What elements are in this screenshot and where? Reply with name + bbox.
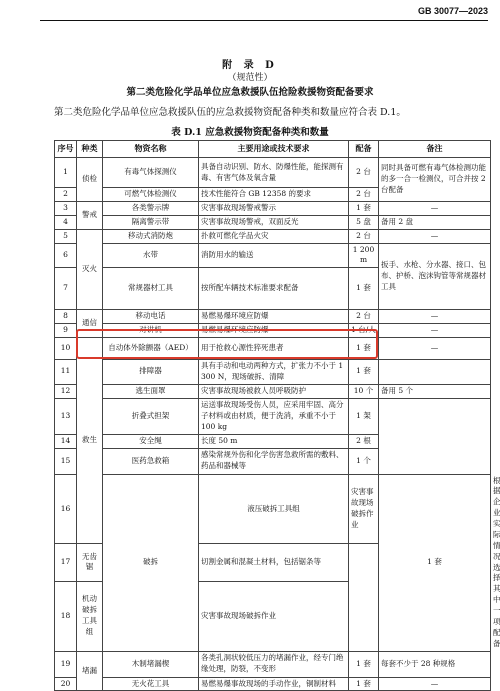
category-cell: 侦检 — [77, 158, 103, 202]
category-cell: 破拆 — [103, 474, 199, 651]
row-no: 17 — [55, 544, 77, 581]
item-note: — — [379, 677, 491, 691]
item-name: 折叠式担架 — [103, 398, 199, 434]
item-quantity: 5 盘 — [349, 215, 379, 229]
table-row — [55, 229, 491, 243]
row-no: 6 — [55, 243, 77, 268]
row-no: 18 — [55, 581, 77, 651]
row-no: 20 — [55, 677, 77, 691]
row-no: 2 — [55, 188, 77, 202]
item-name: 常规器材工具 — [103, 268, 199, 310]
row-no: 7 — [55, 268, 77, 310]
category-cell: 堵漏 — [77, 651, 103, 691]
header-note: 备注 — [379, 141, 491, 158]
intro-paragraph: 第二类危险化学品单位应急救援队伍的应急救援物资配备种类和数量应符合表 D.1。 — [54, 107, 406, 118]
table-row — [55, 158, 491, 188]
item-name: 无火花工具 — [103, 677, 199, 691]
item-quantity: 2 根 — [349, 434, 379, 448]
item-note: — — [379, 324, 491, 338]
table-row — [55, 215, 491, 229]
item-name: 液压破拆工具组 — [199, 474, 349, 544]
item-requirement: 运送事故现场受伤人员，应采用牢固、高分子材料或由材质，便于洗消，承重不小于 100 kg — [199, 398, 349, 434]
item-note: — — [379, 310, 491, 324]
row-no: 13 — [55, 398, 77, 434]
category-cell: 警戒 — [77, 201, 103, 229]
item-requirement: 灾害事故现场破拆作业 — [199, 581, 349, 651]
item-requirement: 用于抢救心源性猝死患者 — [199, 338, 349, 360]
item-name: 排障器 — [103, 360, 199, 385]
table-row — [55, 677, 491, 691]
table-row — [55, 651, 491, 677]
item-requirement: 灾害事故现场被救人员呼吸防护 — [199, 384, 349, 398]
category-cell: 救生 — [77, 338, 103, 544]
item-requirement: 技术性能符合 GB 12358 的要求 — [199, 188, 349, 202]
item-quantity: 1 套 — [349, 360, 379, 385]
category-cell: 灭火 — [77, 229, 103, 310]
header-name: 物资名称 — [103, 141, 199, 158]
item-quantity: 1 台/人 — [349, 324, 379, 338]
row-no: 3 — [55, 201, 77, 215]
category-cell: 通信 — [77, 310, 103, 338]
item-note: 同时具备可燃有毒气体检测功能的多一合一检测仪，可合并按 2 台配备 — [379, 158, 491, 202]
appendix-title: 附 录 D — [222, 60, 278, 71]
item-quantity: 1 套 — [349, 201, 379, 215]
item-note: 备用 5 个 — [379, 384, 491, 398]
appendix-subtitle: （规范性） — [227, 73, 273, 83]
item-requirement: 切割金属和混凝土材料，包括锯条等 — [199, 544, 349, 581]
item-name: 水带 — [103, 243, 199, 268]
row-no: 14 — [55, 434, 77, 448]
item-name: 隔离警示带 — [103, 215, 199, 229]
item-note — [379, 398, 491, 474]
item-requirement: 灾害事故现场破拆作业 — [349, 474, 379, 544]
item-note: 每套不少于 28 种规格 — [379, 651, 491, 677]
row-no: 1 — [55, 158, 77, 188]
item-name: 机动破拆工具组 — [77, 581, 103, 651]
item-note: — — [379, 201, 491, 215]
item-quantity: 1 套 — [379, 474, 491, 651]
item-name: 自动体外除颤器（AED） — [103, 338, 199, 360]
item-quantity: 1 套 — [349, 338, 379, 360]
item-note — [379, 360, 491, 385]
table-row — [55, 201, 491, 215]
item-name: 木制堵漏楔 — [103, 651, 199, 677]
item-name: 对讲机 — [103, 324, 199, 338]
table-row: 16 破拆 液压破拆工具组 灾害事故现场破拆作业 1 套 根据企业实际情况选择其中一项配备 — [55, 474, 491, 544]
item-name: 移动电话 — [103, 310, 199, 324]
table-header-row — [55, 141, 491, 158]
table-row — [55, 398, 491, 434]
row-no: 16 — [55, 474, 77, 544]
item-quantity: 2 台 — [349, 158, 379, 188]
item-requirement: 灾害事故现场警戒，双面反光 — [199, 215, 349, 229]
item-requirement: 具有手动和电动两种方式，扩张力不小于 1 300 N，现场破拆、清障 — [199, 360, 349, 385]
header-category: 种类 — [77, 141, 103, 158]
item-requirement: 消防用水的输送 — [199, 243, 349, 268]
item-quantity: 1 个 — [349, 448, 379, 474]
item-quantity: 2 台 — [349, 229, 379, 243]
item-requirement: 易燃易爆环境应防爆 — [199, 310, 349, 324]
item-quantity: 1 套 — [349, 677, 379, 691]
table-row — [55, 310, 491, 324]
item-requirement: 易燃易爆事故现场的手动作业，铜制材料 — [199, 677, 349, 691]
table-caption: 表 D.1 应急救援物资配备种类和数量 — [171, 127, 329, 138]
item-name: 医药急救箱 — [103, 448, 199, 474]
row-no: 5 — [55, 229, 77, 243]
row-no: 11 — [55, 360, 77, 385]
row-no: 15 — [55, 448, 77, 474]
item-quantity: 1 200 m — [349, 243, 379, 268]
table-row — [55, 243, 491, 268]
item-requirement: 易燃易爆环境应防爆 — [199, 324, 349, 338]
row-no: 12 — [55, 384, 77, 398]
item-quantity: 1 架 — [349, 398, 379, 434]
table-row — [55, 360, 491, 385]
item-name: 安全绳 — [103, 434, 199, 448]
header-quantity: 配备 — [349, 141, 379, 158]
item-requirement: 各类孔洞状较低压力的堵漏作业，经专门绝缘处理，防裂，不变形 — [199, 651, 349, 677]
row-no: 4 — [55, 215, 77, 229]
item-note: 扳手、水枪、分水器、接口、包布、护桥、泡沫钩管等常规器材工具 — [379, 243, 491, 310]
item-quantity: 2 台 — [349, 188, 379, 202]
item-note: 备用 2 盘 — [379, 215, 491, 229]
item-name: 各类警示牌 — [103, 201, 199, 215]
row-no: 10 — [55, 338, 77, 360]
item-note: — — [379, 338, 491, 360]
materials-table — [54, 140, 500, 691]
item-requirement: 扑救可燃化学品火灾 — [199, 229, 349, 243]
appendix-heading: 第二类危险化学品单位应急救援队伍抢险救援物资配备要求 — [126, 87, 374, 98]
item-name: 可燃气体检测仪 — [103, 188, 199, 202]
header-no: 序号 — [55, 141, 77, 158]
header-rule — [40, 20, 488, 21]
item-quantity: 1 套 — [349, 268, 379, 310]
item-requirement: 灾害事故现场警戒警示 — [199, 201, 349, 215]
row-no: 9 — [55, 324, 77, 338]
row-no: 19 — [55, 651, 77, 677]
item-name: 逃生面罩 — [103, 384, 199, 398]
highlight-box — [76, 329, 378, 359]
standard-number: GB 30077—2023 — [417, 6, 488, 16]
item-requirement: 具备自动识别、防水、防爆性能，能探测有毒、有害气体及氧含量 — [199, 158, 349, 188]
item-quantity: 10 个 — [349, 384, 379, 398]
item-quantity: 1 套 — [349, 651, 379, 677]
item-name: 无齿锯 — [77, 544, 103, 581]
item-quantity: 2 台 — [349, 310, 379, 324]
item-requirement: 感染常规外伤和化学伤害急救所需的敷料、药品和器械等 — [199, 448, 349, 474]
item-requirement: 按所配车辆技术标准要求配备 — [199, 268, 349, 310]
header-requirement: 主要用途或技术要求 — [199, 141, 349, 158]
table-row — [55, 384, 491, 398]
item-name: 移动式消防炮 — [103, 229, 199, 243]
item-note: — — [379, 229, 491, 243]
item-requirement: 长度 50 m — [199, 434, 349, 448]
item-name: 有毒气体探测仪 — [103, 158, 199, 188]
row-no: 8 — [55, 310, 77, 324]
